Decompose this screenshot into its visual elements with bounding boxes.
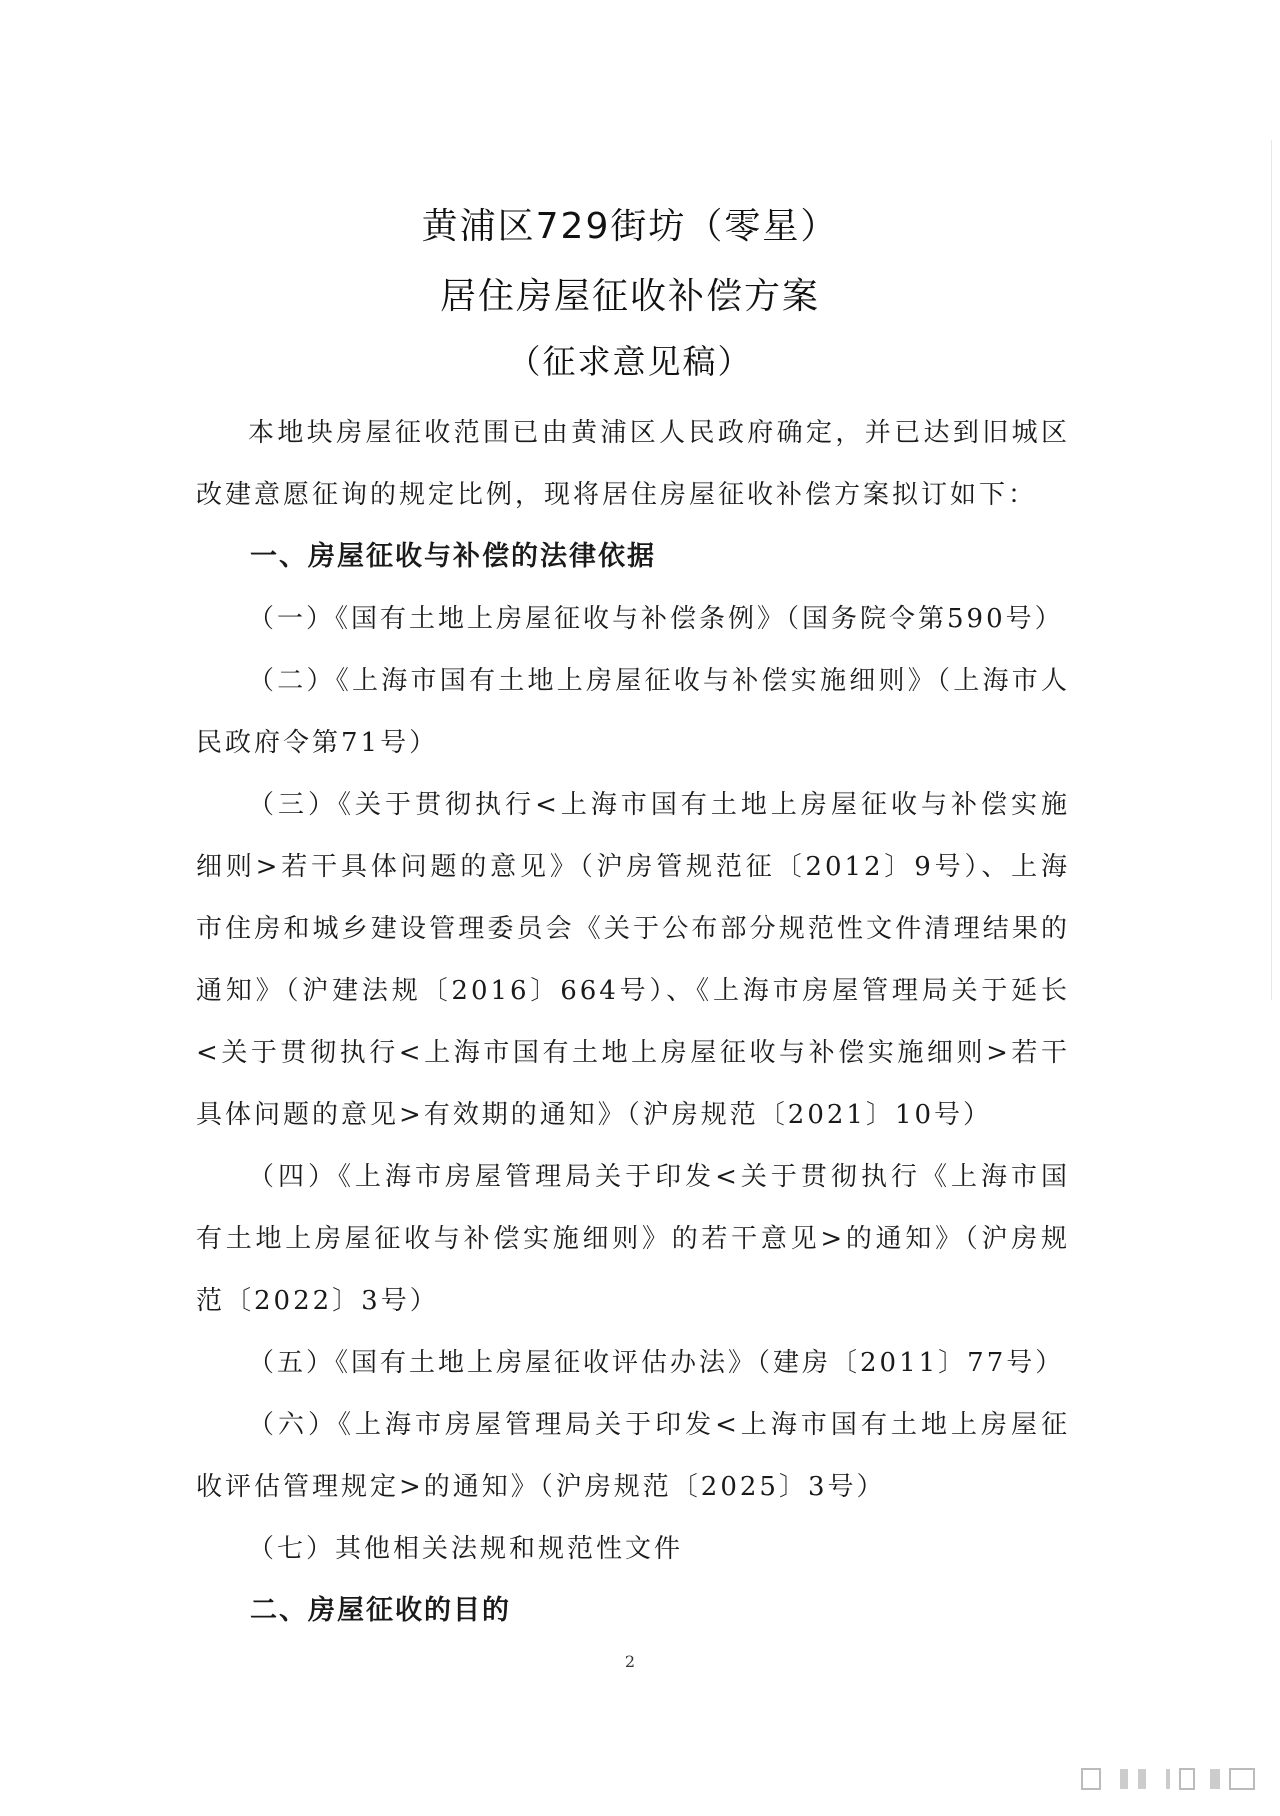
legal-basis-item-4: （四）《上海市房屋管理局关于印发<关于贯彻执行《上海市国有土地上房屋征收与补偿实施细则》的若干意见>的通知》（沪房规范〔2022〕3号）: [196, 1162, 1070, 1316]
intro-paragraph: 本地块房屋征收范围已由黄浦区人民政府确定，并已达到旧城区改建意愿征询的规定比例，现将居住房屋征收补偿方案拟订如下：: [196, 418, 1070, 510]
document-title-line2: 居住房屋征收补偿方案: [439, 276, 820, 317]
section-heading-2: 二、房屋征收的目的: [250, 1595, 511, 1626]
scan-edge-line: [1271, 140, 1272, 1000]
document-title-line1: 黄浦区729街坊（零星）: [421, 206, 839, 247]
legal-basis-item-7: （七）其他相关法规和规范性文件: [248, 1534, 684, 1564]
section-heading-1: 一、房屋征收与补偿的法律依据: [250, 541, 656, 572]
legal-basis-item-3: （三）《关于贯彻执行<上海市国有土地上房屋征收与补偿实施细则>若干具体问题的意见》（沪房管规范征〔2012〕9号）、上海市住房和城乡建设管理委员会《关于公布部分规范性文件清理结果的通知》（沪建法规〔2016〕664号）、《上海市房屋管理局关于延长<关于贯彻执行<上海市国有土地上房屋征收与补偿实施细则>若干具体问题的意见>有效期的通知》（沪房规范〔2021〕10号）: [196, 790, 1070, 1130]
page-number: 2: [624, 1652, 636, 1671]
document-body: [196, 402, 1070, 1642]
legal-basis-item-1: （一）《国有土地上房屋征收与补偿条例》（国务院令第590号）: [248, 604, 1064, 634]
legal-basis-item-2: （二）《上海市国有土地上房屋征收与补偿实施细则》（上海市人民政府令第71号）: [196, 666, 1070, 758]
legal-basis-item-5: （五）《国有土地上房屋征收评估办法》（建房〔2011〕77号）: [248, 1348, 1065, 1378]
document-subtitle: （征求意见稿）: [507, 342, 753, 381]
scan-artifact-marks: [1080, 1765, 1260, 1791]
legal-basis-item-6: （六）《上海市房屋管理局关于印发<上海市国有土地上房屋征收评估管理规定>的通知》（沪房规范〔2025〕3号）: [196, 1410, 1070, 1502]
